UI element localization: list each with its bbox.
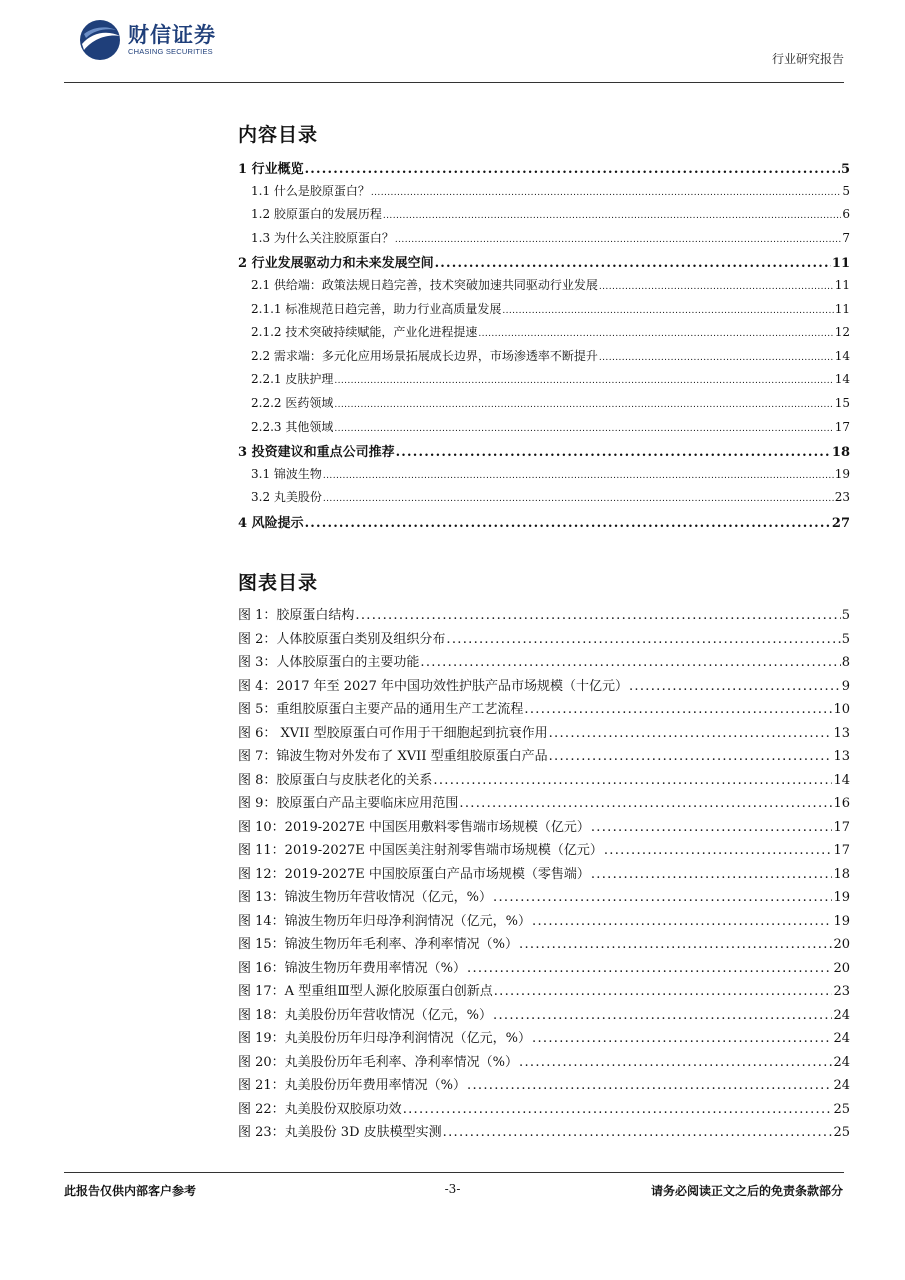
dot-leader [478,325,833,339]
figure-entry-page: 24 [833,1031,850,1046]
toc-entry[interactable] [238,418,850,442]
dot-leader [502,302,833,316]
figure-entry-label: 图 18：丸美股份历年营收情况（亿元，%） [238,1007,493,1023]
figure-entry-page: 13 [833,749,850,764]
toc-entry[interactable] [238,252,850,276]
toc-entry[interactable] [238,229,850,253]
toc-entry-page: 27 [831,515,850,531]
figure-entry[interactable] [238,745,850,769]
toc-entry-page: 11 [834,277,850,292]
figure-entry[interactable] [238,698,850,722]
contents-title: 内容目录 [238,124,319,146]
figure-entry-label: 图 12：2019-2027E 中国胶原蛋白产品市场规模（零售端） [238,866,590,882]
figure-entry-page: 13 [833,725,850,741]
figure-entry-label: 图 19：丸美股份历年归母净利润情况（亿元，%） [238,1031,532,1046]
figure-entry-page: 19 [833,913,850,929]
toc-entry[interactable] [238,205,850,229]
dot-leader [532,914,832,929]
dot-leader [467,961,832,976]
header-divider [64,82,844,83]
toc-entry[interactable] [238,300,850,324]
dot-leader [459,796,832,811]
toc-entry[interactable] [238,370,850,394]
figure-entry-label: 图 14：锦波生物历年归母净利润情况（亿元，%） [238,913,532,929]
toc-entry-label: 3.1 锦波生物 [251,466,322,481]
dot-leader [383,207,841,221]
toc-entry-label: 1.1 什么是胶原蛋白？ [251,183,370,198]
dot-leader [420,655,840,670]
dot-leader [323,490,834,504]
toc-entry[interactable] [238,441,850,465]
figure-entry[interactable] [238,1074,850,1098]
figure-entry[interactable] [238,792,850,816]
figure-entry-page: 5 [841,631,850,647]
figure-entry-page: 17 [833,819,850,835]
figure-entry-page: 25 [833,1101,850,1117]
company-logo [78,18,216,62]
figure-entry[interactable] [238,886,850,910]
dot-leader [355,608,840,623]
figure-entry[interactable] [238,722,850,746]
figure-entry-label: 图 7：锦波生物对外发布了 XVII 型重组胶原蛋白产品 [238,749,548,764]
toc-entry[interactable] [238,323,850,347]
figure-entry-page: 20 [833,937,850,952]
contents-list [238,158,850,536]
toc-entry[interactable] [238,347,850,371]
figure-entry-label: 图 6： XVII 型胶原蛋白可作用于干细胞起到抗衰作用 [238,725,548,741]
figures-list [238,604,850,1145]
dot-leader [494,984,833,999]
figure-entry[interactable] [238,769,850,793]
toc-entry[interactable] [238,394,850,418]
toc-entry[interactable] [238,488,850,512]
figure-entry-page: 10 [833,702,850,717]
figure-entry[interactable] [238,933,850,957]
figure-entry[interactable] [238,1121,850,1145]
toc-entry[interactable] [238,512,850,536]
dot-leader [519,937,832,952]
dot-leader [403,1102,833,1117]
toc-entry-page: 15 [834,395,850,410]
toc-entry-label: 1 行业概览 [238,162,304,177]
figure-entry-label: 图 17：A 型重组Ⅲ型人源化胶原蛋白创新点 [238,984,493,999]
dot-leader [396,445,831,460]
figure-entry[interactable] [238,1098,850,1122]
dot-leader [305,162,840,177]
dot-leader [599,349,834,363]
dot-leader [549,749,833,764]
toc-entry-page: 14 [834,372,850,387]
dot-leader [323,467,834,481]
dot-leader [334,420,833,434]
dot-leader [524,702,832,717]
dot-leader [435,256,831,271]
figure-entry-label: 图 21：丸美股份历年费用率情况（%） [238,1078,467,1093]
toc-entry-page: 14 [834,348,850,363]
toc-entry-label: 2.1.2 技术突破持续赋能，产业化进程提速 [251,325,478,340]
dot-leader [519,1055,832,1070]
toc-entry-label: 2.1 供给端：政策法规日趋完善，技术突破加速共同驱动行业发展 [251,277,598,292]
dot-leader [334,396,833,410]
figure-entry-page: 14 [833,772,850,788]
dot-leader [371,184,841,198]
page-header [64,0,844,84]
figure-entry[interactable] [238,839,850,863]
footer-divider [64,1172,844,1173]
figure-entry-page: 8 [841,655,850,670]
toc-entry-label: 2 行业发展驱动力和未来发展空间 [238,256,434,272]
figures-title: 图表目录 [238,572,319,594]
figure-entry[interactable] [238,651,850,675]
figure-entry[interactable] [238,863,850,887]
toc-entry-label: 3 投资建议和重点公司推荐 [238,445,395,461]
figure-entry-label: 图 20：丸美股份历年毛利率、净利率情况（%） [238,1054,519,1070]
dot-leader [305,516,831,531]
figure-entry-page: 18 [833,866,850,882]
figure-entry-page: 24 [833,1078,850,1093]
page-number: -3- [444,1182,461,1196]
figure-entry-label: 图 9：胶原蛋白产品主要临床应用范围 [238,796,459,811]
figure-entry-page: 24 [833,1007,850,1023]
figure-entry-page: 16 [833,796,850,811]
figure-entry-page: 24 [833,1054,850,1070]
toc-entry-page: 6 [842,207,850,222]
figure-entry-page: 9 [841,678,850,694]
toc-entry-label: 3.2 丸美股份 [251,490,322,505]
figure-entry-label: 图 10：2019-2027E 中国医用敷料零售端市场规模（亿元） [238,819,590,835]
toc-entry-page: 7 [842,230,850,245]
dot-leader [599,278,834,292]
figure-entry[interactable] [238,1027,850,1051]
toc-entry-page: 17 [834,419,850,434]
figure-entry-label: 图 15：锦波生物历年毛利率、净利率情况（%） [238,937,519,952]
report-type-label: 行业研究报告 [771,52,844,66]
figure-entry[interactable] [238,604,850,628]
toc-entry-page: 5 [840,162,850,177]
toc-entry-page: 11 [834,301,850,316]
footer-disclaimer-right: 请务必阅读正文之后的免责条款部分 [650,1184,843,1198]
figure-entry-page: 5 [841,608,850,623]
toc-entry[interactable] [238,276,850,300]
figure-entry-label: 图 2：人体胶原蛋白类别及组织分布 [238,631,446,647]
figure-entry[interactable] [238,980,850,1004]
toc-entry-page: 23 [834,490,850,505]
figure-entry[interactable] [238,816,850,840]
toc-entry-label: 2.2.2 医药领域 [251,395,334,410]
figure-entry-label: 图 1：胶原蛋白结构 [238,608,355,623]
logo-chinese-name: 财信证券 [128,23,216,47]
toc-entry-label: 2.2.3 其他领域 [251,419,334,434]
toc-entry-label: 2.2 需求端：多元化应用场景拓展成长边界，市场渗透率不断提升 [251,348,598,363]
figure-entry-label: 图 22：丸美股份双胶原功效 [238,1101,402,1117]
figure-entry-label: 图 3：人体胶原蛋白的主要功能 [238,655,420,670]
figure-entry-page: 25 [833,1125,850,1140]
figure-entry[interactable] [238,1051,850,1075]
dot-leader [591,820,833,835]
toc-entry-page: 11 [831,256,850,272]
figure-entry-page: 17 [833,843,850,858]
figure-entry-label: 图 23：丸美股份 3D 皮肤模型实测 [238,1125,442,1140]
toc-entry-label: 2.2.1 皮肤护理 [251,372,334,387]
figure-entry-label: 图 5：重组胶原蛋白主要产品的通用生产工艺流程 [238,702,524,717]
dot-leader [532,1031,832,1046]
figure-entry[interactable] [238,675,850,699]
dot-leader [493,890,832,905]
figure-entry-label: 图 4：2017 年至 2027 年中国功效性护肤产品市场规模（十亿元） [238,678,628,694]
dot-leader [629,679,841,694]
figure-entry-label: 图 11：2019-2027E 中国医美注射剂零售端市场规模（亿元） [238,843,603,858]
figure-entry-page: 20 [833,960,850,976]
dot-leader [395,231,841,245]
toc-entry-label: 1.2 胶原蛋白的发展历程 [251,207,382,222]
figure-entry-label: 图 16：锦波生物历年费用率情况（%） [238,960,467,976]
figure-entry[interactable] [238,910,850,934]
figure-entry[interactable] [238,628,850,652]
figure-entry-label: 图 8：胶原蛋白与皮肤老化的关系 [238,772,433,788]
toc-entry-page: 5 [842,183,850,198]
toc-entry-page: 18 [831,445,850,461]
dot-leader [604,843,833,858]
dot-leader [591,867,833,882]
toc-entry-label: 1.3 为什么关注胶原蛋白？ [251,230,394,245]
toc-entry[interactable] [238,182,850,206]
toc-entry-page: 19 [834,466,850,481]
dot-leader [443,1125,833,1140]
logo-globe-icon [78,18,122,62]
toc-entry[interactable] [238,158,850,182]
figure-entry-label: 图 13：锦波生物历年营收情况（亿元，%） [238,890,493,905]
dot-leader [334,372,833,386]
toc-entry-page: 12 [834,325,850,340]
toc-entry-label: 2.1.1 标准规范日趋完善，助力行业高质量发展 [251,301,502,316]
toc-entry-label: 4 风险提示 [238,515,304,531]
dot-leader [446,632,840,647]
figure-entry[interactable] [238,957,850,981]
footer-disclaimer-left: 此报告仅供内部客户参考 [64,1184,197,1198]
dot-leader [493,1008,832,1023]
figure-entry-page: 23 [833,984,850,999]
figure-entry-page: 19 [833,890,850,905]
dot-leader [549,726,833,741]
toc-entry[interactable] [238,465,850,489]
dot-leader [433,773,832,788]
figure-entry[interactable] [238,1004,850,1028]
logo-english-name: CHASING SECURITIES [128,47,213,56]
dot-leader [467,1078,832,1093]
